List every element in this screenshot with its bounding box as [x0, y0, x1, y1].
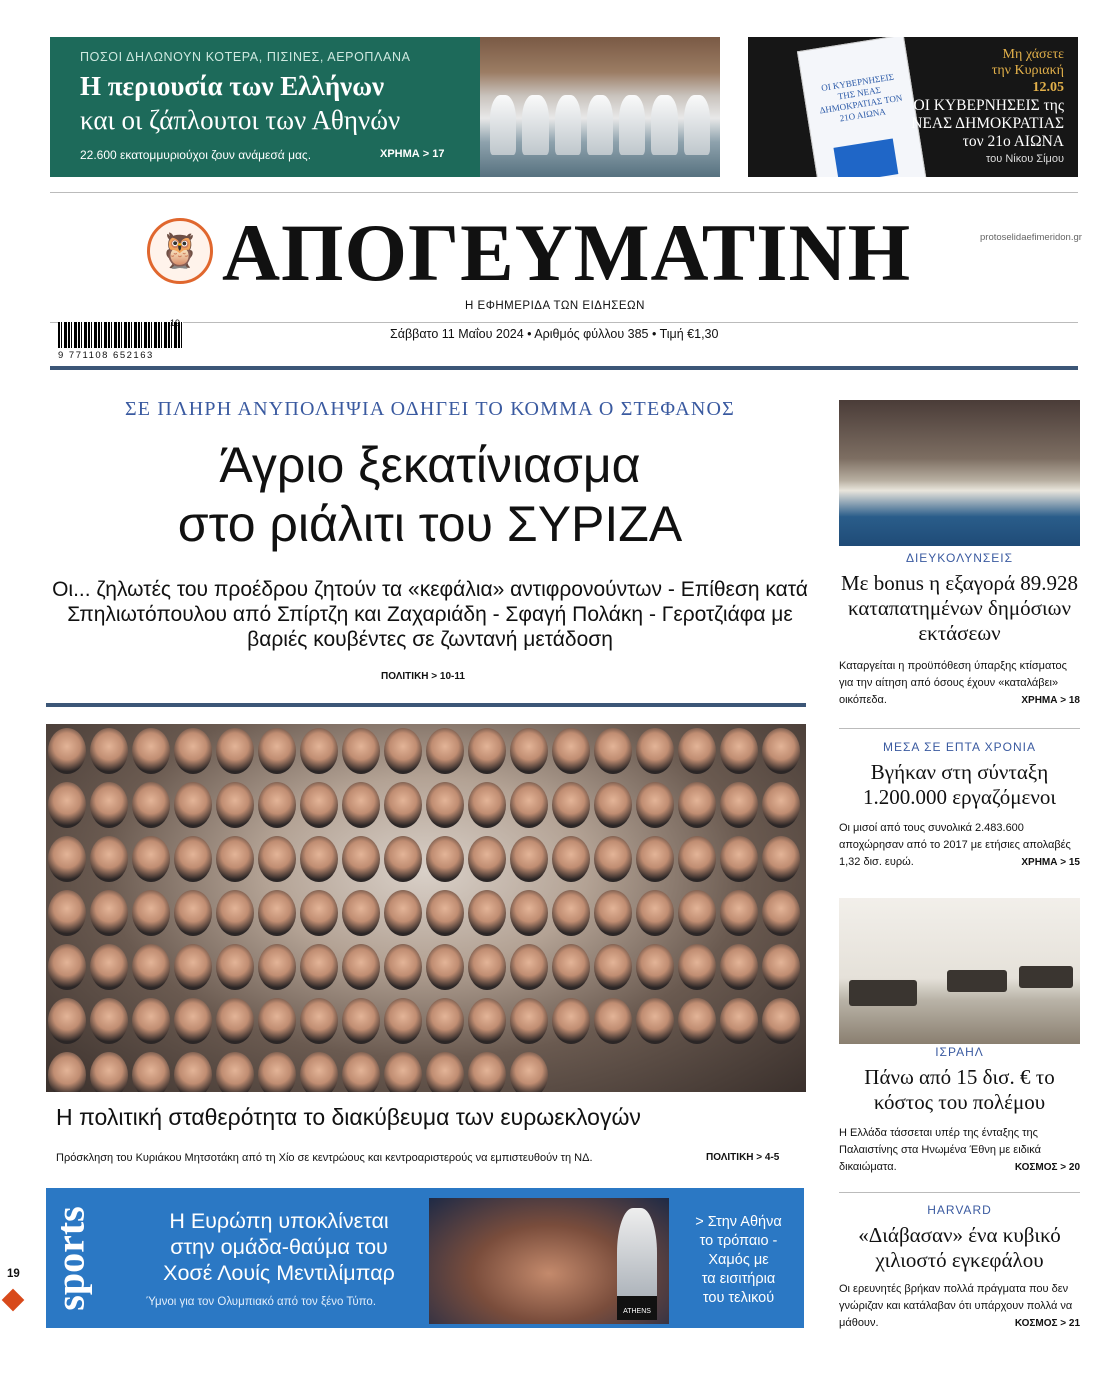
crowd-head [132, 836, 170, 882]
crowd-head [510, 728, 548, 774]
photo-headline[interactable]: Η πολιτική σταθερότητα το διακύβευμα των ευρωεκλογών [56, 1104, 641, 1130]
crowd-head [510, 836, 548, 882]
crowd-head [678, 728, 716, 774]
right-story-3[interactable] [839, 1045, 1080, 1176]
newspaper-title: ΑΠΟΓΕΥΜΑΤΙΝΗ [222, 207, 912, 298]
crowd-head [552, 944, 590, 990]
diamond-icon [2, 1289, 25, 1312]
crowd-head [342, 782, 380, 828]
sports-headline: Η Ευρώπη υποκλίνεται στην ομάδα-θαύμα του Χοσέ Λουίς Μεντιλίμπαρ [163, 1209, 395, 1285]
story-title: Με bonus η εξαγορά 89.928 καταπατημένων δημόσιων εκτάσεων [840, 571, 1079, 645]
right-story-1[interactable] [839, 551, 1080, 709]
crowd-head [48, 998, 86, 1044]
photo-section-ref[interactable]: ΠΟΛΙΤΙΚΗ > 4-5 [706, 1152, 780, 1163]
owl-logo-icon: 🦉 [147, 218, 213, 284]
story-label: ΔΙΕΥΚΟΛΥΝΣΕΙΣ [905, 551, 1014, 565]
promo-banner-book[interactable] [748, 37, 1078, 177]
divider [50, 366, 1078, 370]
main-headline[interactable]: Άγριο ξεκατίνιασμα στο ριάλιτι του ΣΥΡΙΖΑ [177, 437, 683, 552]
island-photo [839, 400, 1080, 546]
crowd-head [762, 944, 800, 990]
divider [839, 1192, 1080, 1193]
crowd-head [216, 782, 254, 828]
crowd-photo [46, 724, 806, 1092]
crowd-head [216, 728, 254, 774]
crowd-head [720, 782, 758, 828]
crowd-head [90, 890, 128, 936]
promo-sub: 22.600 εκατομμυριούχοι ζουν ανάμεσά μας. [80, 148, 312, 162]
crowd-head [48, 782, 86, 828]
crowd-head [510, 944, 548, 990]
divider [50, 322, 1078, 323]
barcode-icon [58, 322, 183, 348]
crowd-head [90, 998, 128, 1044]
trophy-text: ATHENS [623, 1308, 651, 1315]
barcode-number: 9 771108 652163 [58, 350, 154, 361]
crowd-head [300, 890, 338, 936]
book-cover-title: ΟΙ ΚΥΒΕΡΝΗΣΕΙΣ ΤΗΣ ΝΕΑΣ ΔΗΜΟΚΡΑΤΙΑΣ ΤΟΝ 21Ο ΑΙΩΝΑ [818, 71, 904, 124]
crowd-head [300, 998, 338, 1044]
crowd-head [300, 728, 338, 774]
crowd-head [636, 728, 674, 774]
crowd-head [174, 782, 212, 828]
story-title: «Διάβασαν» ένα κυβικό χιλιοστό εγκεφάλου [858, 1223, 1061, 1272]
sports-tab: sports [47, 1205, 93, 1311]
crowd-head [132, 782, 170, 828]
crowd-head [216, 998, 254, 1044]
crowd-head [678, 998, 716, 1044]
crowd-head [384, 728, 422, 774]
tagline: Η ΕΦΗΜΕΡΙΔΑ ΤΩΝ ΕΙΔΗΣΕΩΝ [465, 300, 645, 312]
crowd-head [258, 836, 296, 882]
main-section-ref[interactable]: ΠΟΛΙΤΙΚΗ > 10-11 [381, 671, 465, 682]
crowd-head [258, 728, 296, 774]
crowd-head [468, 890, 506, 936]
crowd-head [258, 1052, 296, 1092]
crowd-head [132, 944, 170, 990]
story-label: HARVARD [927, 1203, 992, 1217]
crowd-head [426, 944, 464, 990]
crowd-head [636, 998, 674, 1044]
crowd-head [48, 728, 86, 774]
crowd-head [174, 944, 212, 990]
yachts-graphic [490, 95, 710, 155]
crowd-head [216, 890, 254, 936]
crowd-head [636, 836, 674, 882]
crowd-head [762, 998, 800, 1044]
crowd-head [426, 890, 464, 936]
crowd-head [510, 782, 548, 828]
crowd-head [174, 728, 212, 774]
crowd-head [342, 836, 380, 882]
crowd-head [552, 728, 590, 774]
crowd-head [258, 944, 296, 990]
right-story-2[interactable] [839, 740, 1080, 871]
promo-kicker: ΠΟΣΟΙ ΔΗΛΩΝΟΥΝ ΚΟΤΕΡΑ, ΠΙΣΙΝΕΣ, ΑΕΡΟΠΛΑΝΑ [80, 50, 411, 64]
crowd-head [258, 890, 296, 936]
book-promo-text: Μη χάσετε την Κυριακή 12.05 ΟΙ ΚΥΒΕΡΝΗΣΕΙΣ της ΝΕΑΣ ΔΗΜΟΚΡΑΤΙΑΣ τον 21ο ΑΙΩΝΑ του Νίκου Σίμου [911, 47, 1064, 165]
crowd-head [90, 728, 128, 774]
crowd-head [174, 836, 212, 882]
crowd-head [342, 1052, 380, 1092]
crowd-head [384, 998, 422, 1044]
crowd-head [762, 890, 800, 936]
crowd-head [90, 782, 128, 828]
story-title: Βγήκαν στη σύνταξη 1.200.000 εργαζόμενοι [863, 760, 1056, 809]
divider [50, 192, 1078, 193]
crowd-head [48, 1052, 86, 1092]
team-photo [429, 1198, 669, 1324]
crowd-head [384, 836, 422, 882]
crowd-head [468, 1052, 506, 1092]
crowd-head [90, 944, 128, 990]
crowd-head [90, 836, 128, 882]
story-body: Οι ερευνητές βρήκαν πολλά πράγματα που δεν γνώριζαν και κατάλαβαν ότι υπάρχουν πολλά να μάθουν. ΚΟΣΜΟΣ > 21 [839, 1283, 1080, 1329]
barcode-issue: 19 [170, 318, 181, 328]
crowd-head [552, 890, 590, 936]
crowd-head [720, 728, 758, 774]
trophy-icon [617, 1208, 657, 1320]
crowd-head [636, 944, 674, 990]
crowd-head [216, 836, 254, 882]
crowd-head [510, 998, 548, 1044]
crowd-head [384, 890, 422, 936]
crowd-head [552, 998, 590, 1044]
crowd-head [762, 728, 800, 774]
crowd-head [636, 782, 674, 828]
crowd-head [594, 728, 632, 774]
crowd-head [678, 890, 716, 936]
watermark: protoselidaefimeridon.gr [980, 232, 1082, 243]
crowd-head [762, 782, 800, 828]
crowd-head [720, 890, 758, 936]
crowd-head [174, 998, 212, 1044]
crowd-head [300, 836, 338, 882]
crowd-head [258, 782, 296, 828]
crowd-head [426, 998, 464, 1044]
crowd-head [216, 1052, 254, 1092]
crowd-head [762, 836, 800, 882]
crowd-head [384, 944, 422, 990]
sports-side-story: > Στην Αθήνα το τρόπαιο - Χαμός με τα εισιτήρια του τελικού [695, 1214, 782, 1306]
crowd-head [720, 836, 758, 882]
crowd-head [678, 944, 716, 990]
crowd-head [636, 890, 674, 936]
story-title: Πάνω από 15 δισ. € το κόστος του πολέμου [864, 1065, 1055, 1114]
crowd-head [468, 728, 506, 774]
divider [46, 703, 806, 707]
crowd-head [426, 782, 464, 828]
crowd-head [48, 890, 86, 936]
crowd-head [342, 944, 380, 990]
crowd-head [300, 782, 338, 828]
crowd-head [174, 1052, 212, 1092]
crowd-head [342, 890, 380, 936]
crowd-head [594, 998, 632, 1044]
story-label: ΙΣΡΑΗΛ [935, 1045, 984, 1059]
crowd-head [300, 944, 338, 990]
sports-banner[interactable] [46, 1188, 804, 1328]
promo-banner-wealth[interactable] [50, 37, 720, 177]
crowd-head [552, 836, 590, 882]
crowd-head [300, 1052, 338, 1092]
story-body: Καταργείται η προϋπόθεση ύπαρξης κτίσματος για την αίτηση από όσους έχουν «καταλάβει» οικόπεδα. ΧΡΗΜΑ > 18 [839, 660, 1080, 706]
crowd-head [258, 998, 296, 1044]
rocket-launchers-photo [839, 898, 1080, 1044]
story-body: Οι μισοί από τους συνολικά 2.483.600 αποχώρησαν από το 2017 με ετήσιες απολαβές 1,32 δισ. ευρώ. ΧΡΗΜΑ > 15 [839, 822, 1080, 868]
crowd-head [552, 782, 590, 828]
crowd-head [132, 728, 170, 774]
crowd-head [594, 782, 632, 828]
crowd-head [132, 998, 170, 1044]
crowd-head [342, 998, 380, 1044]
crowd-head [468, 944, 506, 990]
crowd-head [426, 1052, 464, 1092]
crowd-head [48, 944, 86, 990]
crowd-head [678, 782, 716, 828]
crowd-head [468, 998, 506, 1044]
right-story-4[interactable] [839, 1203, 1080, 1332]
crowd-head [468, 782, 506, 828]
page-number: 19 [7, 1268, 20, 1280]
crowd-head [384, 1052, 422, 1092]
crowd-head [426, 728, 464, 774]
crowd-head [132, 890, 170, 936]
crowd-head [384, 782, 422, 828]
crowd-head [720, 998, 758, 1044]
dateline: Σάββατο 11 Μαΐου 2024 • Αριθμός φύλλου 385 • Τιμή €1,30 [390, 327, 719, 341]
crowd-head [132, 1052, 170, 1092]
photo-sub: Πρόσκληση του Κυριάκου Μητσοτάκη από τη Χίο σε κεντρώους και κεντροαριστερούς να εμπιστευθούν τη ΝΔ. [56, 1152, 593, 1164]
crowd-head [594, 890, 632, 936]
crowd-head [174, 890, 212, 936]
crowd-head [720, 944, 758, 990]
story-label: ΜΕΣΑ ΣΕ ΕΠΤΑ ΧΡΟΝΙΑ [883, 740, 1036, 754]
promo-headline: Η περιουσία των Ελλήνων και οι ζάπλουτοι των Αθηνών [80, 71, 401, 135]
promo-section-ref[interactable]: ΧΡΗΜΑ > 17 [380, 148, 445, 160]
story-body: Η Ελλάδα τάσσεται υπέρ της ένταξης της Παλαιστίνης στα Ηνωμένα Έθνη με ειδικά δικαιώματα. ΚΟΣΜΟΣ > 20 [839, 1127, 1080, 1173]
crowd-head [510, 890, 548, 936]
crowd-head [510, 1052, 548, 1092]
main-kicker: ΣΕ ΠΛΗΡΗ ΑΝΥΠΟΛΗΨΙΑ ΟΔΗΓΕΙ ΤΟ ΚΟΜΜΑ Ο ΣΤΕΦΑΝΟΣ [124, 398, 736, 420]
crowd-head [468, 836, 506, 882]
crowd-head [426, 836, 464, 882]
crowd-head [594, 944, 632, 990]
crowd-head [216, 944, 254, 990]
divider [839, 728, 1080, 729]
crowd-head [342, 728, 380, 774]
main-deck: Οι... ζηλωτές του προέδρου ζητούν τα «κεφάλια» αντιφρονούντων - Επίθεση κατά Σπηλιωτόπουλου από Σπίρτζη και Ζαχαριάδη - Σφαγή Πολάκη - Γεροτζιάφα με βαριές κουβέντες σε ζωντανή μετάδοση [52, 578, 808, 651]
sports-sub: Ύμνοι για τον Ολυμπιακό από τον ξένο Τύπο. [146, 1296, 377, 1308]
crowd-head [90, 1052, 128, 1092]
crowd-head [678, 836, 716, 882]
crowd-head [594, 836, 632, 882]
crowd-head [48, 836, 86, 882]
